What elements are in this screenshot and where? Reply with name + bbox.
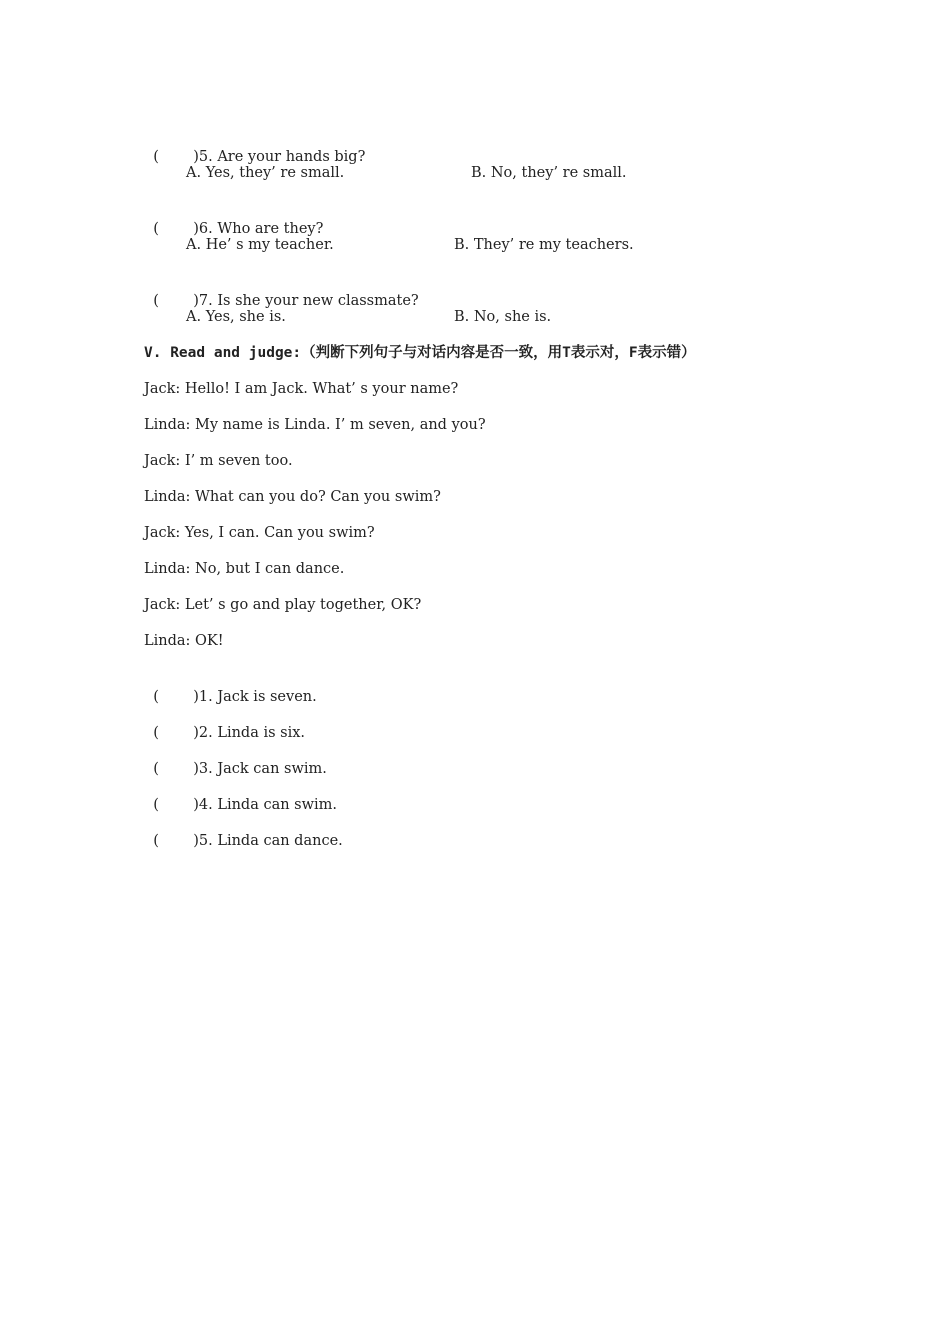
item-number: )1.: [193, 689, 213, 705]
answer-blank[interactable]: (: [153, 797, 159, 813]
question-text: Are your hands big?: [217, 149, 366, 165]
question-number: )5.: [193, 149, 213, 165]
option-a: A. Yes, she is.: [186, 309, 286, 325]
section-heading: V. Read and judge:（判断下列句子与对话内容是否一致，用T表示对，F表示错）: [144, 345, 696, 361]
item-text: Linda can dance.: [217, 833, 343, 849]
answer-blank[interactable]: (: [153, 725, 159, 741]
item-number: )4.: [193, 797, 213, 813]
dialogue-line: Jack: Yes, I can. Can you swim?: [144, 525, 375, 541]
dialogue-line: Jack: Hello! I am Jack. What’ s your name?: [144, 381, 459, 397]
option-b: B. No, they’ re small.: [471, 165, 627, 181]
answer-blank[interactable]: (: [153, 689, 159, 705]
item-text: Jack is seven.: [217, 689, 317, 705]
option-b: B. No, she is.: [454, 309, 552, 325]
judge-item-3: [144, 739, 327, 779]
answer-blank[interactable]: (: [153, 833, 159, 849]
item-number: )5.: [193, 833, 213, 849]
item-number: )3.: [193, 761, 213, 777]
option-b: B. They’ re my teachers.: [454, 237, 634, 253]
judge-item-1: [144, 667, 317, 707]
judge-item-5: [144, 811, 343, 851]
option-a: A. He’ s my teacher.: [186, 237, 334, 253]
question-text: Who are they?: [217, 221, 324, 237]
dialogue-line: Linda: What can you do? Can you swim?: [144, 489, 441, 505]
answer-blank[interactable]: (: [153, 761, 159, 777]
judge-item-4: [144, 775, 337, 815]
item-text: Jack can swim.: [217, 761, 327, 777]
question-7: [144, 271, 419, 311]
item-text: Linda can swim.: [217, 797, 338, 813]
dialogue-line: Jack: Let’ s go and play together, OK?: [144, 597, 422, 613]
dialogue-line: Linda: OK!: [144, 633, 224, 649]
answer-blank[interactable]: (: [153, 149, 159, 165]
question-text: Is she your new classmate?: [217, 293, 419, 309]
judge-item-2: [144, 703, 305, 743]
question-number: )7.: [193, 293, 213, 309]
item-text: Linda is six.: [217, 725, 306, 741]
dialogue-line: Linda: My name is Linda. I’ m seven, and you?: [144, 417, 486, 433]
dialogue-line: Jack: I’ m seven too.: [144, 453, 293, 469]
question-5: [144, 127, 365, 167]
question-number: )6.: [193, 221, 213, 237]
question-6: [144, 199, 323, 239]
option-a: A. Yes, they’ re small.: [186, 165, 345, 181]
item-number: )2.: [193, 725, 213, 741]
answer-blank[interactable]: (: [153, 293, 159, 309]
dialogue-line: Linda: No, but I can dance.: [144, 561, 345, 577]
answer-blank[interactable]: (: [153, 221, 159, 237]
